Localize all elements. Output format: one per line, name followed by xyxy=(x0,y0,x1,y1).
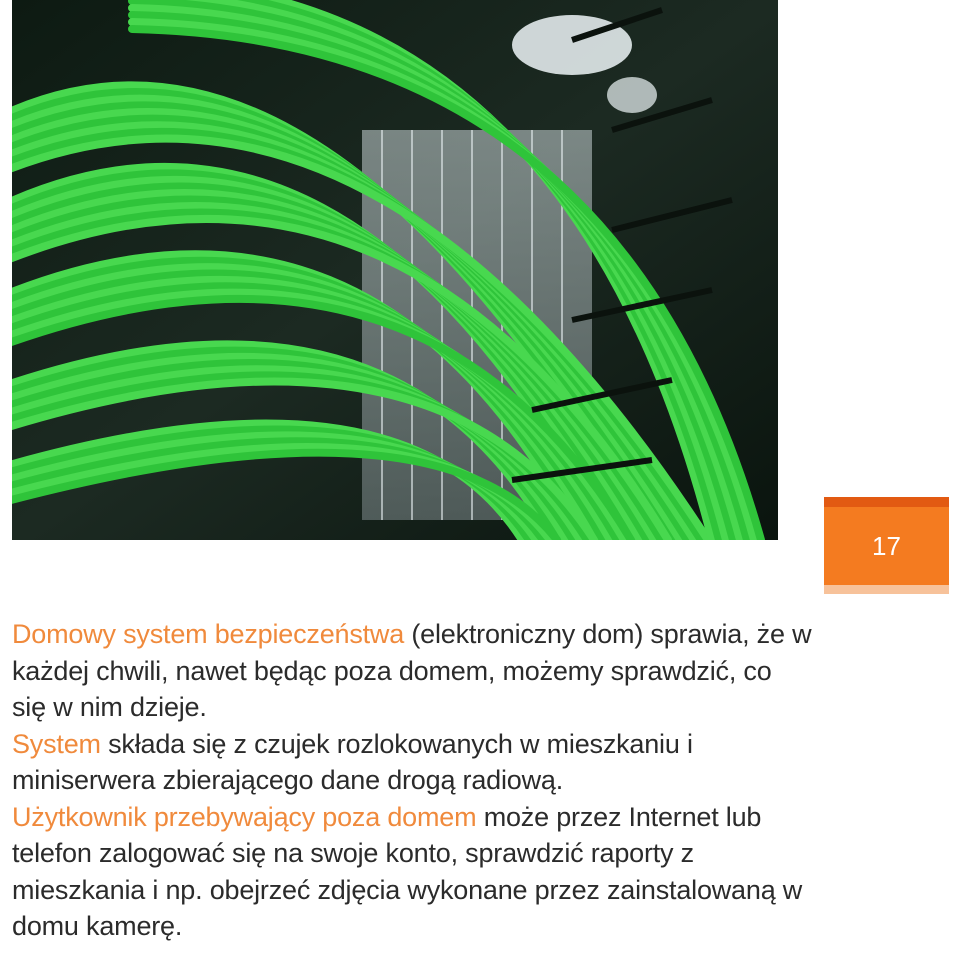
green-cables-image xyxy=(12,0,778,540)
paragraph-2-highlight: System xyxy=(12,728,101,759)
paragraph-3-highlight: Użytkownik przebywający poza domem xyxy=(12,801,477,832)
paragraph-2-text: składa się z czujek rozlokowanych w mieszkaniu i miniserwera zbierającego dane drogą radiową. xyxy=(12,728,693,795)
paragraph-3 xyxy=(12,799,812,945)
paragraph-1-text: (elektroniczny dom) sprawia, że w każdej chwili, nawet będąc poza domem, możemy sprawdzić, co się w nim dzieje. xyxy=(12,619,812,722)
cables-photo xyxy=(12,0,778,540)
paragraph-2 xyxy=(12,726,812,799)
page-number-badge xyxy=(824,497,949,594)
page-badge-top-band xyxy=(824,497,949,507)
paragraph-3-text: może przez Internet lub telefon zalogować się na swoje konto, sprawdzić raporty z mieszkania i np. obejrzeć zdjęcia wykonane przez zainstalowaną w domu kamerę. xyxy=(12,801,803,941)
page-number: 17 xyxy=(824,507,949,585)
paragraph-1 xyxy=(12,616,812,726)
paragraph-1-highlight: Domowy system bezpieczeństwa xyxy=(12,619,405,649)
body-text xyxy=(12,616,812,945)
page-badge-bottom-band xyxy=(824,585,949,594)
